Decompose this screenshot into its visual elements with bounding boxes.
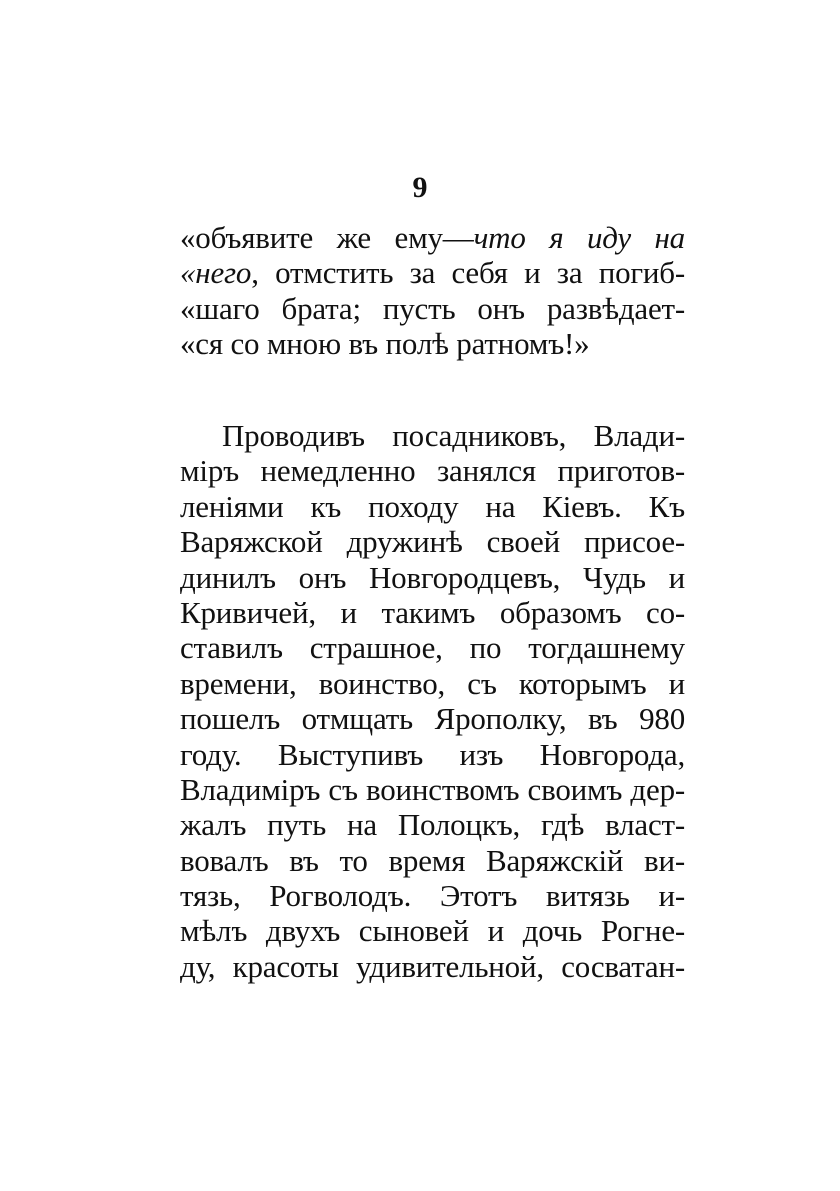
quote-line <box>180 326 685 361</box>
quote-text: «ся со мною въ полѣ ратномъ!» <box>180 326 590 362</box>
body-line: жалъ путь на Полоцкъ, гдѣ власт- <box>180 807 685 843</box>
body-line: Кривичей, и такимъ образомъ со- <box>180 594 685 630</box>
body-line: міръ немедленно занялся приготов- <box>180 453 685 489</box>
quote-italic-text: «него <box>180 255 252 291</box>
quote-paragraph <box>180 220 685 362</box>
quote-text: «шаго брата; пусть онъ развѣдает- <box>180 290 685 326</box>
quote-text: , отмстить за себя и за погиб- <box>251 255 685 291</box>
body-line: ставилъ страшное, по тогдашнему <box>180 630 685 666</box>
page-number: 9 <box>412 171 428 204</box>
main-paragraph <box>180 418 685 984</box>
body-line: Владиміръ съ воинствомъ своимъ дер- <box>180 771 685 807</box>
body-line: времени, воинство, съ которымъ и <box>180 665 685 701</box>
body-line: динилъ онъ Новгородцевъ, Чудь и <box>180 559 685 595</box>
body-line: тязь, Рогволодъ. Этотъ витязь и- <box>180 878 685 914</box>
body-line: леніями къ походу на Кіевъ. Къ <box>180 488 685 524</box>
body-line: мѣлъ двухъ сыновей и дочь Рогне- <box>180 913 685 949</box>
body-line: Варяжской дружинѣ своей присое- <box>180 524 685 560</box>
body-line: году. Выступивъ изъ Новгорода, <box>180 736 685 772</box>
body-line: Проводивъ посадниковъ, Влади- <box>222 418 685 453</box>
quote-italic-text: что я иду на <box>473 220 685 255</box>
quote-line <box>180 220 685 255</box>
body-line: вовалъ въ то время Варяжскій ви- <box>180 842 685 878</box>
body-line: ду, красоты удивительной, сосватан- <box>180 948 685 984</box>
quote-text: «объявите же ему— <box>180 220 474 255</box>
body-line: пошелъ отмщать Ярополку, въ 980 <box>180 701 685 737</box>
quote-line <box>180 255 685 290</box>
quote-line <box>180 291 685 326</box>
